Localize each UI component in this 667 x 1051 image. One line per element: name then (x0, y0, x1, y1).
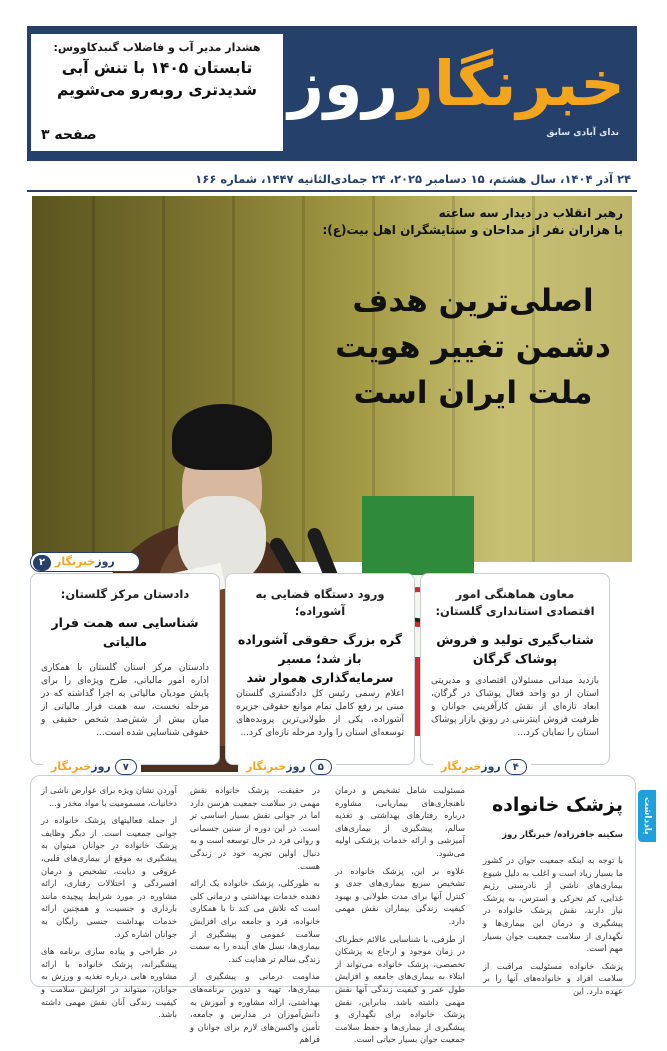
dateline: ۲۴ آذر ۱۴۰۴، سال هشتم، ۱۵ دسامبر ۲۰۲۵، ۲۴ جمادی‌الثانیه ۱۴۴۷، شماره ۱۶۶ (195, 172, 631, 186)
article-paragraph: به طورکلی، پزشک خانواده یک ارائه دهنده خدمات بهداشتی و درمانی کلی است که تلاش می کند تا با همکاری خانواده، فرد و جامعه برای افزایش سلامت عمومی و پیشگیری از بیماری‌ها، نسل های آینده را به سمت زندگی سالم تر هدایت کند. (190, 878, 320, 964)
card-page-number: ۷ (115, 759, 137, 775)
hero-kicker-line2: با هزاران نفر از مداحان و ستایشگران اهل بیت(ع): (322, 223, 623, 237)
card-kicker: دادستان مرکز گلستان: (60, 587, 190, 601)
article-paragraph: علاوه بر این، پزشک خانواده در تشخیص سریع بیماری‌های جدی و کنترل آنها برای مدت طولانی و بهبود کیفیت زندگی بیماران نقش مهمی دارد. (335, 865, 465, 926)
mini-logo (55, 555, 115, 568)
newspaper-logo (288, 40, 625, 140)
card-page-badge (433, 755, 531, 773)
logo-part-khabarnegar: خبرنگار (398, 47, 625, 120)
hero-page-badge[interactable] (30, 552, 140, 572)
card-logo-part-rooz: روز (91, 760, 111, 773)
opinion-tab[interactable]: یادداشت (638, 790, 656, 842)
article-column-4 (41, 784, 177, 1026)
article-paragraph: آوردن نشان ویژه برای عوارض ناشی از دخانیات، مسمومیت با مواد مخدر و... (41, 785, 177, 808)
family-doctor-article (30, 775, 636, 1045)
card-logo-part-khabarnegar: خبرنگار (441, 760, 482, 773)
card-page-number: ۴ (505, 759, 527, 775)
hero-page-number: ۲ (33, 555, 51, 571)
hero-kicker-line1: رهبر انقلاب در دیدار سه ساعته (438, 206, 623, 220)
article-paragraph: پزشک خانواده مسئولیت مراقبت از سلامت افراد و خانواده‌های آنها را بر عهده دارد. این (483, 960, 623, 996)
side-headline-page: صفحه ۳ (41, 127, 97, 143)
hero-kicker (323, 205, 624, 239)
side-headline-title: تابستان ۱۴۰۵ با تنش آبی شدیدتری روبه‌رو می‌شویم (57, 59, 257, 99)
card-body: دادستان مرکز استان گلستان با همکاری اداره امور مالیاتی، طرح ویژه‌ای را برای پایش مودیان مالیاتی به اجرا گذاشته که در مرحله نخست، سه همت فرار مالیاتی از میان بیش از شش‌صد شخص حقیقی و حقوقی شناسایی شده است... (41, 663, 209, 738)
card-title: گره بزرگ حقوقی آشوراده باز شد؛ مسیر سرمایه‌گذاری هموار شد (237, 632, 403, 685)
article-paragraph: با توجه به اینکه جمعیت جوان در کشور ما بسیار زیاد است و اغلب به دلیل شیوع بیماری‌های ناشی از نادرستی رژیم غذایی، کم تحرکی و استرس، به پزشک نیاز دارند، نقش پزشک خانواده در پیشگیری و درمان این بیماری‌ها و نگهداری از سلامت جمعیت جوان بسیار مهم است. (483, 855, 623, 954)
article-paragraph: از جمله فعالیتهای پزشک خانواده در جوانی جمعیت است. از دیگر وظایف پزشک خانواده در جوانان میتوان به پیشگیری به موقع از بیماری‌های قلبی، عروقی و دیابت، تشخیص و درمان افسردگی و اختلالات رفتاری، ارائه مشاوره در مورد شرایط پیچیده مانند بارداری و جنسیت، و همچنین ارائه خدمات بهداشت جنسی رایگان به جوانان اشاره کرد. (41, 815, 177, 939)
card-page-badge (43, 755, 141, 773)
side-headline-kicker: هشدار مدیر آب و فاضلاب گنبدکاووس: (53, 41, 261, 54)
logo-part-rooz: روز (288, 47, 399, 120)
article-column-3 (190, 784, 320, 1051)
card-kicker: ورود دستگاه قضایی به آشوراده؛ (255, 587, 385, 618)
article-paragraph: مداومت درمانی و پیشگیری از بیماری‌ها، تهیه و تدوین برنامه‌های بهداشتی، ارائه مشاوره و آموزش به دانش‌آموزان در مدارس و جامعه، تأمین واکسن‌های لازم برای جوانان و فراهم (190, 971, 320, 1045)
card-logo-part-rooz: روز (286, 760, 306, 773)
hero-title[interactable]: اصلی‌ترین هدف دشمن تغییر هویت ملت ایران است (335, 283, 611, 411)
article-paragraph: مسئولیت شامل تشخیص و درمان ناهنجاری‌های بیماریابی، مشاوره درباره رفتارهای بهداشتی و تغذیه سالم، پیشگیری از بیماری‌های آمیزشی و ارائه خدمات پزشکی اولیه می‌شود. (335, 785, 465, 858)
card-kicker: معاون هماهنگی امور اقتصادی استانداری گلستان: (435, 587, 595, 618)
card-page-badge (238, 755, 336, 773)
card-logo-part-khabarnegar: خبرنگار (51, 760, 92, 773)
article-title: پزشک خانواده (491, 794, 623, 816)
dateline-divider (27, 190, 637, 192)
mini-logo-part-khabarnegar: خبرنگار (55, 555, 96, 568)
article-paragraph: در حقیقت، پزشک خانواده نقش مهمی در سلامت جمعیت هرسن دارد اما در جوانی نقش بسیار اساسی تر است. در این دوره از سنین جسمانی و روانی فرد در حال توسعه است و به دنبال اولین تجربه خود در زندگی هست. (190, 785, 320, 871)
logo-tagline: ندای آبادی سابق (546, 128, 619, 138)
article-paragraph: از طرفی، با شناسایی عالائم خطرناک در زمان موجود و ارجاع به پزشکان تخصصی، پزشک خانواده می‌تواند از ابتلاء به بیماری‌های جامعه و افزایش طول عمر و کیفیت زندگی آنها نقش مهمی داشته باشد. بنابراین، نقش پزشک خانواده برای نگهداری و پیشگیری از بیماری‌ها و حفظ سلامت جمعیت جوان بسیار حیاتی است. (335, 933, 465, 1045)
story-card-clothing[interactable] (420, 573, 610, 773)
story-card-ashurada[interactable] (225, 573, 415, 773)
article-paragraph: در طراحی و پیاده سازی برنامه های پیشگیرانه، پزشک خانواده با ارائه مشاوره هایی درباره تغذیه و ورزش به جوانان، میتواند در افزایش سلامت و کیفیت زندگی آنان نقش مهمی داشته باشد. (41, 946, 177, 1020)
card-title: شتاب‌گیری تولید و فروش پوشاک گرگان (436, 632, 594, 666)
side-headline-box[interactable] (31, 34, 283, 151)
article-column-2 (335, 784, 465, 1051)
article-author: سکینه جافرزاده/ خبرنگار روز (502, 830, 623, 840)
article-column-1 (483, 854, 623, 1003)
card-logo-part-khabarnegar: خبرنگار (246, 760, 287, 773)
masthead (27, 26, 637, 161)
story-card-tax[interactable] (30, 573, 220, 773)
card-logo-part-rooz: روز (481, 760, 501, 773)
mini-logo-part-rooz: روز (95, 555, 115, 568)
card-page-number: ۵ (310, 759, 332, 775)
speaker-turban (172, 404, 272, 470)
card-title: شناسایی سه همت فرار مالیاتی (51, 615, 199, 649)
card-body: بازدید میدانی مسئولان اقتصادی و مدیریتی استان از دو واحد فعال پوشاک در گرگان، ابعاد تازه‌ای از نقش کارآفرینی جوانان و ظرفیت فروش اینترنتی در رونق بازار پوشاک استان را نمایان کرد... (431, 676, 599, 738)
card-body: اعلام رسمی رئیس کل دادگستری گلستان مبنی بر رفع کامل تمام موانع حقوقی جزیره آشوراده، یکی از طولانی‌ترین پرونده‌های توسعه‌ای استان را وارد مرحله تازه‌ای کرد... (236, 689, 404, 738)
